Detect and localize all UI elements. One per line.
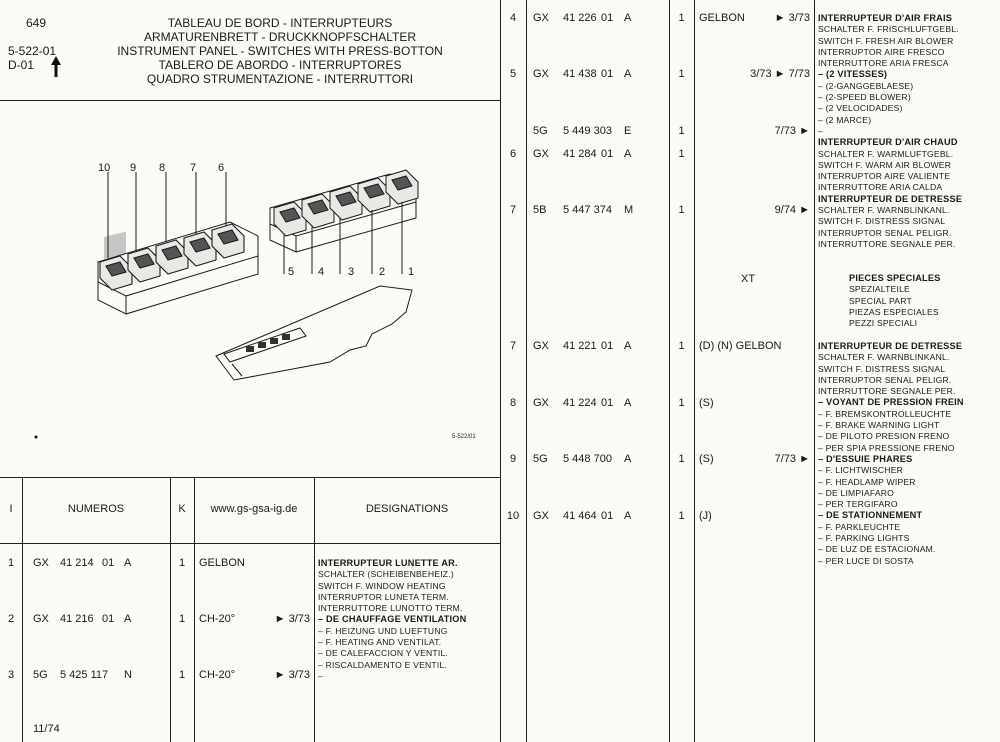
designation-line: – F. BRAKE WARNING LIGHT [818,420,940,431]
designation-line: – DE STATIONNEMENT [818,510,923,521]
part-suffix: A [124,613,132,625]
part-variant: 01 [601,148,614,160]
quantity: 1 [678,148,685,160]
part-date: 3/73 ► 7/73 [750,68,810,80]
designation-line: – F. HEIZUNG UND LUEFTUNG [318,625,448,636]
left-designations [318,558,466,682]
designation-line: INTERRUPTEUR D'AIR CHAUD [818,137,958,148]
part-note: CH-20° [199,613,236,625]
part-prefix: 5B [533,204,547,216]
designation-line: – (2 MARCE) [818,114,872,125]
part-variant: 01 [601,510,614,522]
callout-3: 3 [348,266,355,278]
col-header-designations: DESIGNATIONS [365,503,449,515]
special-parts-block [849,273,941,329]
part-note: (S) [699,397,714,409]
table-top-line [0,477,500,478]
designation-line: – F. PARKLEUCHTE [818,521,901,532]
part-number: 41 221 [563,340,597,352]
part-prefix: GX [33,613,49,625]
part-suffix: E [624,125,632,137]
row-index: 3 [7,669,15,681]
part-note: (J) [699,510,712,522]
row-index: 1 [7,557,15,569]
part-prefix: GX [533,68,549,80]
designation-line: SCHALTER (SCHEIBENBEHEIZ.) [318,569,454,580]
part-prefix: 5G [33,669,48,681]
title-fr: TABLEAU DE BORD - INTERRUPTEURS [167,16,393,30]
designation-line: INTERRUTTORE SEGNALE PER. [818,238,956,249]
xt-label: XT [741,273,756,285]
designation-line: – DE CHAUFFAGE VENTILATION [318,614,467,625]
dashboard-outline [216,286,412,380]
quantity: 1 [678,453,685,465]
part-number: 41 464 [563,510,597,522]
part-note: (S) [699,453,714,465]
title-en: INSTRUMENT PANEL - SWITCHES WITH PRESS-BOTTON [117,44,443,58]
callout-4: 4 [318,266,325,278]
designation-line: – DE LIMPIAFARO [818,487,895,498]
designation-line: INTERRUPTEUR D'AIR FRAIS [818,13,953,23]
row-index: 5 [509,68,517,80]
part-prefix: GX [33,557,49,569]
row-index: 6 [509,148,517,160]
diagram-ref: 5-522/01 [452,434,476,440]
col-header-site: www.gs-gsa-ig.de [210,503,298,515]
part-suffix: A [124,557,132,569]
center-divider [500,0,501,742]
designation-line: – (2-GANGGEBLAESE) [818,80,914,91]
right-k-divider [694,0,695,742]
switch-block-right [270,170,418,252]
designation-line: – DE LUZ DE ESTACIONAM. [818,544,936,555]
quantity: 1 [178,613,186,625]
part-number: 5 447 374 [563,204,612,216]
up-arrow-icon [50,56,62,78]
right-num-divider [669,0,670,742]
part-number: 5 448 700 [563,453,612,465]
left-note-divider [314,477,315,742]
header-divider [0,100,500,101]
left-k-divider [194,477,195,742]
right-note-divider [814,0,815,742]
part-suffix: A [624,453,632,465]
row-index: 7 [509,340,517,352]
row-index: 7 [509,204,517,216]
designation-line: – D'ESSUIE PHARES [818,453,913,464]
col-header-k: K [178,503,186,515]
part-number: 41 214 [60,557,94,569]
designation-line: INTERRUPTOR AIRE VALIENTE [818,171,951,182]
designation-line: – F. BREMSKONTROLLEUCHTE [818,408,952,419]
part-date: ► 3/73 [274,669,310,681]
designation-line: – [318,670,323,681]
table-header-line [0,543,500,544]
part-date: 7/73 ► [774,125,810,137]
part-variant: 01 [601,340,614,352]
part-suffix: A [624,68,632,80]
designation-line: – F. LICHTWISCHER [818,465,904,476]
part-prefix: GX [533,148,549,160]
title-es: TABLERO DE ABORDO - INTERRUPTORES [158,58,402,72]
designation-line: SCHALTER F. WARNBLINKANL. [818,352,950,363]
page-title [70,16,490,86]
part-variant: 01 [102,613,115,625]
designation-line: INTERRUPTEUR LUNETTE AR. [318,558,458,568]
designation-line: PEZZI SPECIALI [849,318,918,329]
part-variant: 01 [102,557,115,569]
designation-line: – PER TERGIFARO [818,499,898,510]
callout-8: 8 [159,162,166,174]
designation-line: SWITCH F. DISTRESS SIGNAL [818,216,946,227]
row-index: 9 [509,453,517,465]
part-suffix: A [624,510,632,522]
part-suffix: A [624,12,632,24]
designation-line: SWITCH F. WARM AIR BLOWER [818,159,952,170]
designation-line: – F. HEADLAMP WIPER [818,476,916,487]
quantity: 1 [178,669,186,681]
switch-diagram [20,150,490,450]
part-suffix: A [624,397,632,409]
part-note: GELBON [199,557,245,569]
designation-line: – VOYANT DE PRESSION FREIN [818,397,964,408]
callout-6: 6 [218,162,225,174]
row-index: 4 [509,12,517,24]
callout-2: 2 [379,266,386,278]
designation-line: – (2-SPEED BLOWER) [818,92,911,103]
designation-line: INTERRUTTORE SEGNALE PER. [818,386,956,397]
designation-line: INTERRUTTORE ARIA CALDA [818,182,943,193]
callout-10: 10 [98,162,111,174]
designation-line: INTERRUPTOR AIRE FRESCO [818,46,945,57]
part-suffix: A [624,148,632,160]
part-prefix: GX [533,397,549,409]
ref-sub: D-01 [8,58,35,72]
part-variant: 01 [601,12,614,24]
designation-line: – PER SPIA PRESSIONE FRENO [818,442,955,453]
right-designations-bottom [818,341,964,567]
callout-7: 7 [190,162,197,174]
callout-9: 9 [130,162,137,174]
part-prefix: 5G [533,453,548,465]
part-prefix: GX [533,340,549,352]
row-index: 10 [506,510,520,522]
title-de: ARMATURENBRETT - DRUCKKNOPFSCHALTER [143,30,417,44]
quantity: 1 [678,397,685,409]
quantity: 1 [678,125,685,137]
designation-line: – (2 VELOCIDADES) [818,103,903,114]
part-suffix: M [624,204,634,216]
designation-line: – (2 VITESSES) [818,69,888,80]
title-it: QUADRO STRUMENTAZIONE - INTERRUTTORI [146,72,414,86]
part-number: 41 216 [60,613,94,625]
designation-line: SCHALTER F. WARNBLINKANL. [818,205,950,216]
part-suffix: A [624,340,632,352]
designation-line: – F. PARKING LIGHTS [818,533,910,544]
quantity: 1 [678,204,685,216]
designation-line: – DE CALEFACCION Y VENTIL. [318,648,449,659]
part-number: 41 226 [563,12,597,24]
designation-line: SWITCH F. WINDOW HEATING [318,580,446,591]
part-date: 7/73 ► [774,453,810,465]
designation-line: INTERRUPTOR LUNETA TERM. [318,591,449,602]
part-number: 5 425 117 [60,669,109,681]
designation-line: SPEZIALTEILE [849,284,910,295]
quantity: 1 [678,510,685,522]
col-header-index: I [9,503,13,515]
callout-5: 5 [288,266,295,278]
part-note: GELBON [699,12,745,24]
part-prefix: GX [533,510,549,522]
col-header-numeros: NUMEROS [67,503,125,515]
part-number: 41 224 [563,397,597,409]
designation-line: – DE PILOTO PRESION FRENO [818,431,950,442]
left-num-divider [170,477,171,742]
part-date: ► 3/73 [274,613,310,625]
designation-line: INTERRUTTORE ARIA FRESCA [818,58,949,69]
part-date: 9/74 ► [774,204,810,216]
row-index: 8 [509,397,517,409]
callout-1: 1 [408,266,415,278]
quantity: 1 [678,68,685,80]
part-date: ► 3/73 [774,12,810,24]
quantity: 1 [678,12,685,24]
designation-line: PIEZAS ESPECIALES [849,306,939,317]
part-note: (D) (N) GELBON [699,340,782,352]
designation-line: SCHALTER F. WARMLUFTGEBL. [818,148,954,159]
right-designations-top [818,13,962,250]
quantity: 1 [678,340,685,352]
part-number: 41 438 [563,68,597,80]
part-suffix: N [124,669,132,681]
designation-line: INTERRUTTORE LUNOTTO TERM. [318,603,463,614]
designation-line: – [818,125,823,136]
designation-line: SPECIAL PART [849,295,912,306]
designation-line: PIECES SPECIALES [849,273,941,283]
part-prefix: GX [533,12,549,24]
right-idx-divider [526,0,527,742]
designation-line: SWITCH F. DISTRESS SIGNAL [818,363,946,374]
ref-code: 5-522-01 [8,44,57,58]
designation-line: INTERRUPTOR SENAL PELIGR. [818,227,952,238]
part-number: 41 284 [563,148,597,160]
part-number: 5 449 303 [563,125,612,137]
designation-line: SWITCH F. FRESH AIR BLOWER [818,35,954,46]
left-idx-divider [22,477,23,742]
part-prefix: 5G [533,125,548,137]
designation-line: INTERRUPTOR SENAL PELIGR. [818,374,952,385]
designation-line: – PER LUCE DI SOSTA [818,555,914,566]
part-variant: 01 [601,397,614,409]
designation-line: INTERRUPTEUR DE DETRESSE [818,341,963,351]
quantity: 1 [178,557,186,569]
designation-line: – F. HEATING AND VENTILAT. [318,637,442,648]
part-variant: 01 [601,68,614,80]
page-number: 649 [26,16,47,30]
footer-date: 11/74 [33,723,60,735]
designation-line: INTERRUPTEUR DE DETRESSE [818,193,963,204]
designation-line: SCHALTER F. FRISCHLUFTGEBL. [818,24,959,35]
row-index: 2 [7,613,15,625]
part-note: CH-20° [199,669,236,681]
designation-line: – RISCALDAMENTO E VENTIL. [318,659,448,670]
